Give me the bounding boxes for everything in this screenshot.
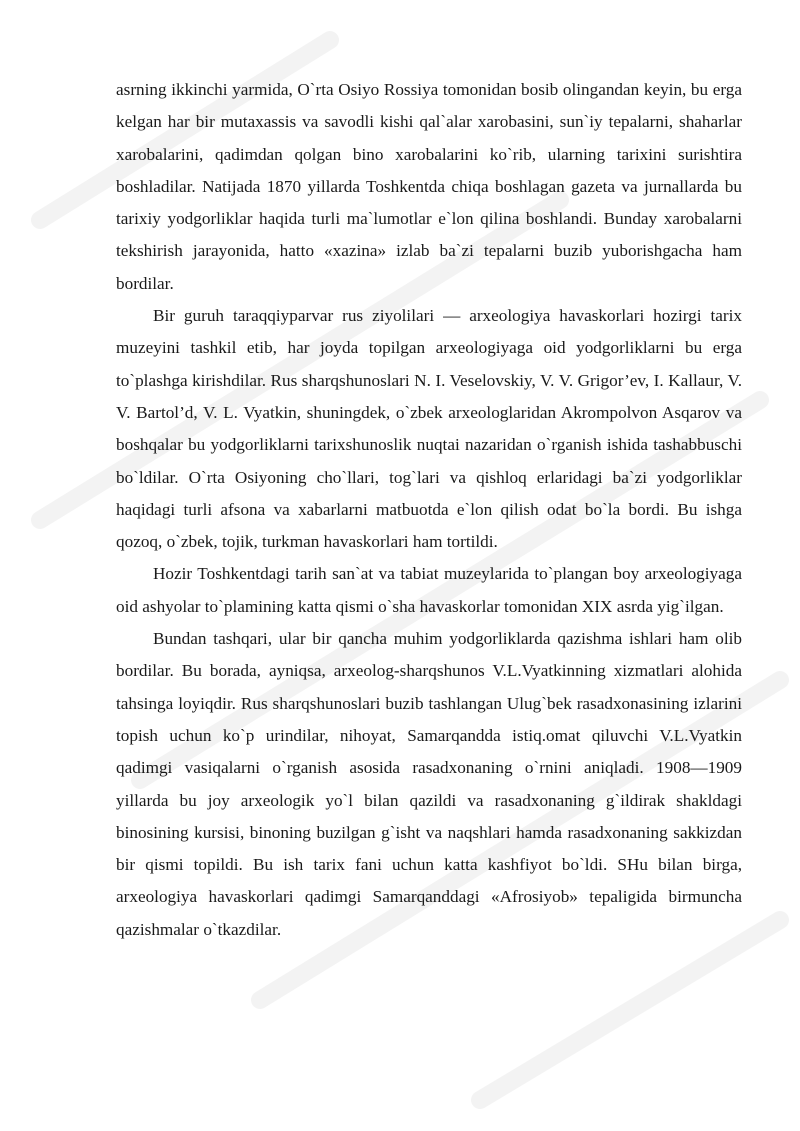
paragraph-2: Bir guruh taraqqiyparvar rus ziyolilari — arxeologiya havaskorlari hozirgi tarix muzeyini tashkil etib, har joyda topilgan arxeologiyaga oid yodgorliklarni bu erga to`plashga kirishdilar. Rus sharqshunoslari N. I. Veselovskiy, V. V. Grigor’ev, I. Kallaur, V. V. Bartol’d, V. L. Vyatkin, shuningdek, o`zbek arxeologlaridan Akrompolvon Asqarov va boshqalar bu yodgorliklarni tarixshunoslik nuqtai nazaridan o`rganish ishida tashabbuschi bo`ldilar. O`rta Osiyoning cho`llari, tog`lari va qishloq erlaridagi ba`zi yodgorliklar haqidagi turli afsona va xabarlarni matbuotda e`lon qilish odat bo`la bordi. Bu ishga qozoq, o`zbek, tojik, turkman havaskorlari ham tortildi. [116, 306, 742, 552]
paragraph-1: asrning ikkinchi yarmida, O`rta Osiyo Rossiya tomonidan bosib olingandan keyin, bu erga kelgan har bir mutaxassis va savodli kishi qal`alar xarobasini, sun`iy tepalarni, shaharlar xarobalarini, qadimdan qolgan bino xarobalarini ko`rib, ularning tarixini surishtira boshladilar. Natijada 1870 yillarda Toshkentda chiqa boshlagan gazeta va jurnallarda bu tarixiy yodgorliklar haqida turli ma`lumotlar e`lon qilina boshlandi. Bunday xarobalarni tekshirish jarayonida, hatto «xazina» izlab ba`zi tepalarni buzib yuborishgacha ham bordilar. [116, 80, 742, 293]
document-body [116, 74, 742, 946]
paragraph-3: Hozir Toshkentdagi tarih san`at va tabiat muzeylarida to`plangan boy arxeologiyaga oid ashyolar to`plamining katta qismi o`sha havaskorlar tomonidan XIX asrda yig`ilgan. [116, 564, 742, 616]
paragraph-4: Bundan tashqari, ular bir qancha muhim yodgorliklarda qazishma ishlari ham olib bordilar. Bu borada, ayniqsa, arxeolog-sharqshunos V.L.Vyatkinning xizmatlari alohida tahsinga loyiqdir. Rus sharqshunoslari buzib tashlangan Ulug`bek rasadxonasining izlarini topish uchun ko`p urindilar, nihoyat, Samarqandda istiq.omat qiluvchi V.L.Vyatkin qadimgi vasiqalarni o`rganish asosida rasadxonaning o`rnini aniqladi. 1908—1909 yillarda bu joy arxeologik yo`l bilan qazildi va rasadxonaning g`ildirak shakldagi binosining kursisi, binoning buzilgan g`isht va naqshlari hamda rasadxonaning sakkizdan bir qismi topildi. Bu ish tarix fani uchun katta kashfiyot bo`ldi. SHu bilan birga, arxeologiya havaskorlari qadimgi Samarqanddagi «Afrosiyob» tepaligida birmuncha qazishmalar o`tkazdilar. [116, 629, 742, 939]
